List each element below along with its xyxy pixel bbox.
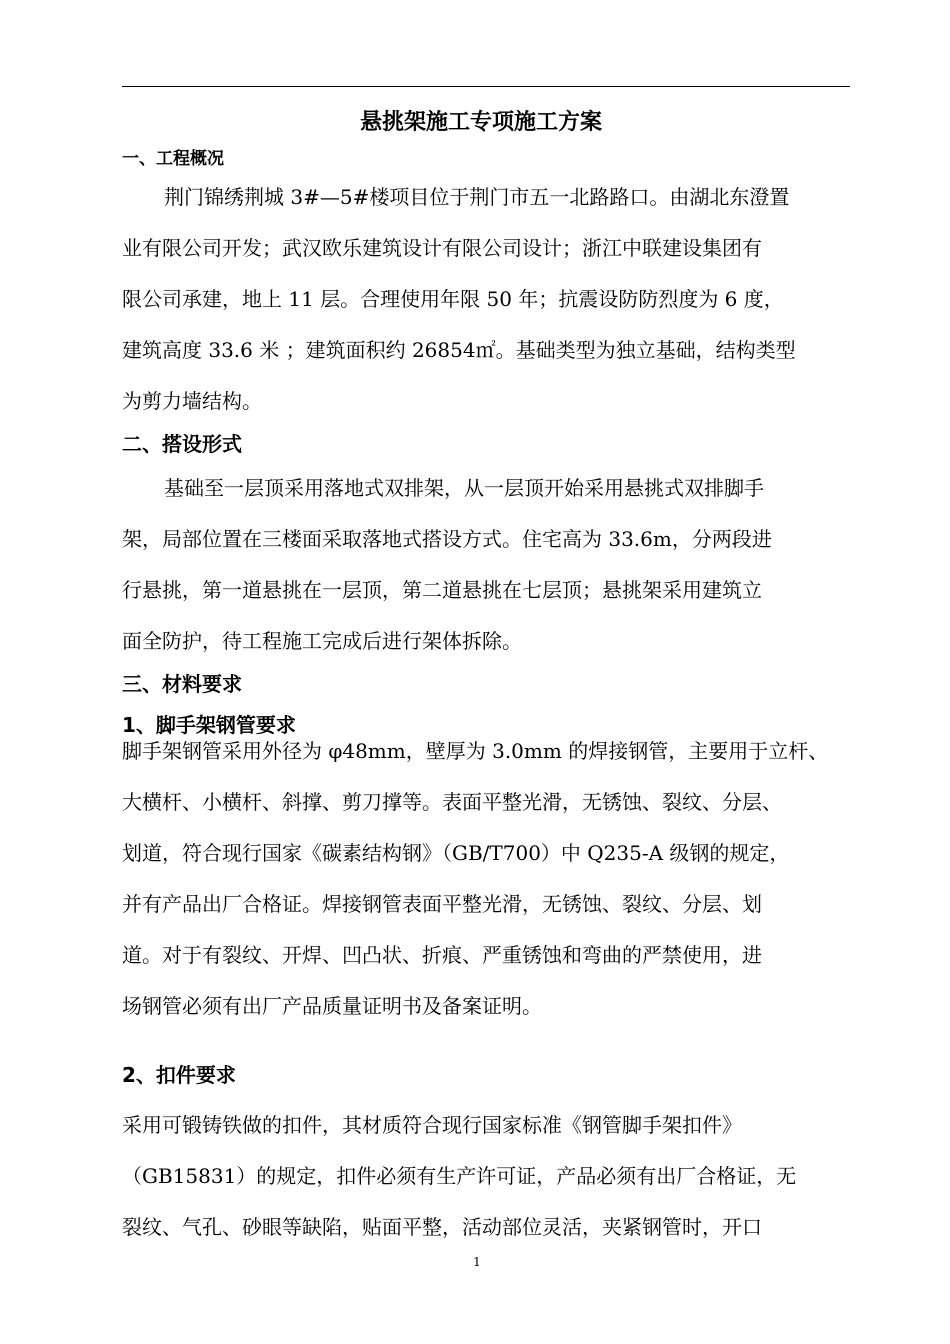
paragraph-line: 道。对于有裂纹、开焊、凹凸状、折痕、严重锈蚀和弯曲的严禁使用，进 — [122, 943, 762, 967]
paragraph-line: 基础至一层顶采用落地式双排架，从一层顶开始采用悬挑式双排脚手 — [164, 476, 764, 500]
paragraph-erection-form — [122, 463, 850, 667]
subsection-heading-steel-pipe: 1、脚手架钢管要求 — [122, 713, 296, 737]
paragraph-line: 脚手架钢管采用外径为 φ48mm，壁厚为 3.0mm 的焊接钢管，主要用于立杆、 — [122, 739, 829, 763]
paragraph-line: 架，局部位置在三楼面采取落地式搭设方式。住宅高为 33.6m，分两段进 — [122, 527, 772, 551]
page-title: 悬挑架施工专项施工方案 — [359, 110, 602, 135]
page-number: 1 — [473, 1255, 481, 1269]
paragraph-line: 划道，符合现行国家《碳素结构钢》（GB/T700）中 Q235-A 级钢的规定， — [122, 841, 790, 865]
paragraph-line: 限公司承建，地上 11 层。合理使用年限 50 年；抗震设防防烈度为 6 度， — [122, 287, 784, 311]
paragraph-couplers — [122, 1100, 850, 1253]
paragraph-line: 业有限公司开发；武汉欧乐建筑设计有限公司设计；浙江中联建设集团有 — [122, 236, 762, 260]
subsection-heading-couplers: 2、扣件要求 — [122, 1063, 236, 1087]
paragraph-line: 为剪力墙结构。 — [122, 389, 262, 413]
paragraph-line: 场钢管必须有出厂产品质量证明书及备案证明。 — [122, 994, 542, 1018]
section-heading-erection-form: 二、搭设形式 — [122, 432, 242, 456]
paragraph-line: 并有产品出厂合格证。焊接钢管表面平整光滑，无锈蚀、裂纹、分层、划 — [122, 892, 762, 916]
paragraph-line: （GB15831）的规定，扣件必须有生产许可证，产品必须有出厂合格证，无 — [122, 1164, 797, 1188]
paragraph-steel-pipe — [122, 726, 850, 1032]
paragraph-line: 采用可锻铸铁做的扣件，其材质符合现行国家标准《钢管脚手架扣件》 — [122, 1113, 742, 1137]
paragraph-overview — [122, 172, 850, 427]
paragraph-line: 建筑高度 33.6 米 ；建筑面积约 26854㎡。基础类型为独立基础，结构类型 — [122, 338, 796, 362]
paragraph-line: 裂纹、气孔、砂眼等缺陷，贴面平整，活动部位灵活，夹紧钢管时，开口 — [122, 1215, 762, 1239]
paragraph-line: 荆门锦绣荆城 3#—5#楼项目位于荆门市五一北路路口。由湖北东澄置 — [164, 185, 790, 209]
header-rule — [122, 86, 850, 87]
paragraph-line: 面全防护，待工程施工完成后进行架体拆除。 — [122, 629, 522, 653]
section-heading-overview: 一、工程概况 — [122, 149, 224, 169]
section-heading-materials: 三、材料要求 — [122, 672, 242, 696]
paragraph-line: 行悬挑，第一道悬挑在一层顶，第二道悬挑在七层顶；悬挑架采用建筑立 — [122, 578, 762, 602]
paragraph-line: 大横杆、小横杆、斜撑、剪刀撑等。表面平整光滑，无锈蚀、裂纹、分层、 — [122, 790, 782, 814]
